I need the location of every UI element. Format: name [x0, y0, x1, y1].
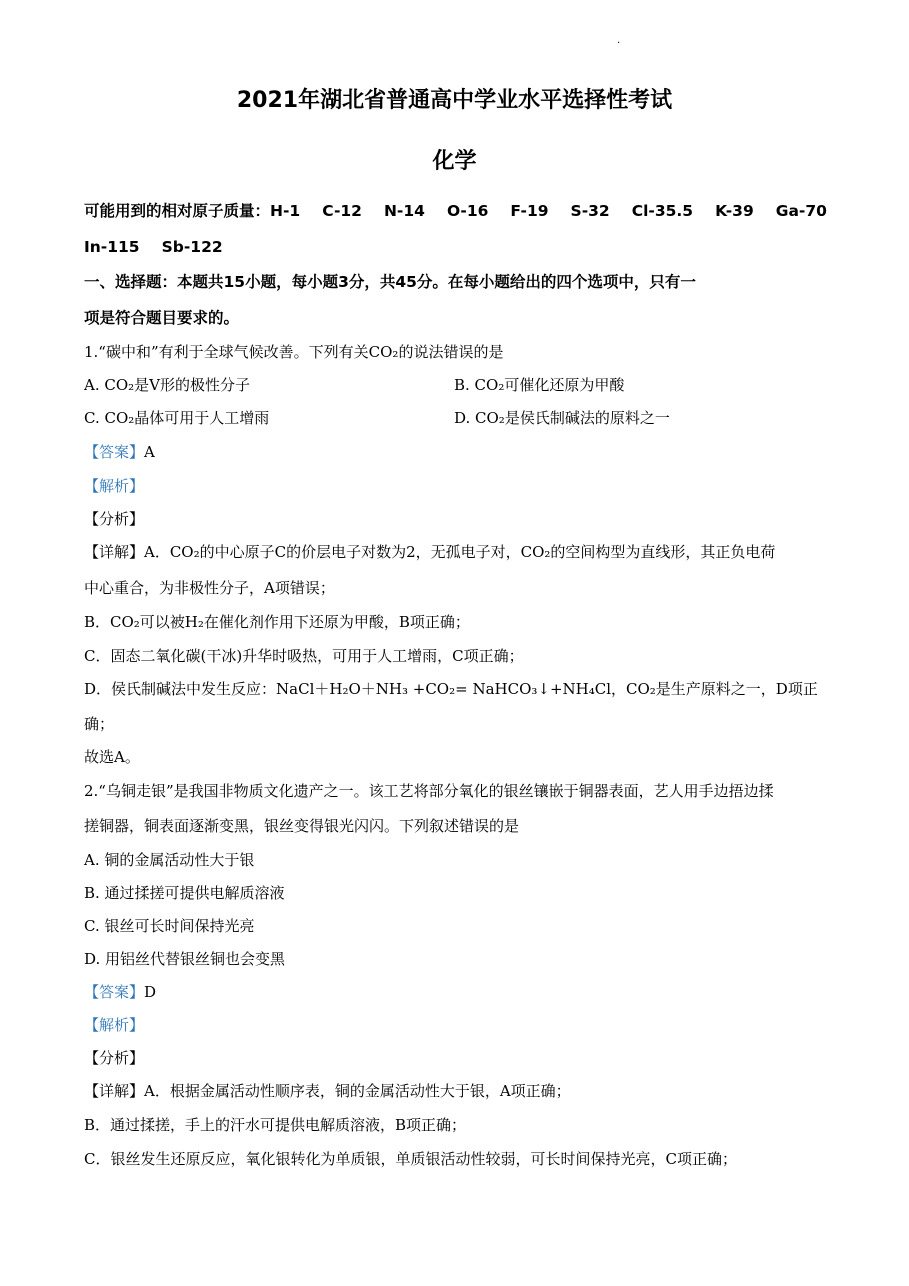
header-dot: . [617, 35, 621, 46]
q1-detail-a-line-2: 中心重合，为非极性分子，A项错误； [84, 579, 335, 597]
q1-analysis-tag: 【解析】 [84, 477, 145, 495]
mass-item: In-115 [84, 238, 140, 256]
q1-detail-d-line-1: D．侯氏制碱法中发生反应：NaCl＋H₂O＋NH₃ +CO₂= NaHCO₃↓+NH₄Cl，CO₂是生产原料之一，D项正 [84, 680, 818, 698]
q2-option-a: A. 铜的金属活动性大于银 [84, 851, 255, 869]
q1-fenxi-tag: 【分析】 [84, 510, 145, 528]
q1-detail-a-line-1: 【详解】A．CO₂的中心原子C的价层电子对数为2，无孤电子对，CO₂的空间构型为直线形，其正负电荷 [84, 543, 776, 561]
q1-detail-c: C．固态二氧化碳(干冰)升华时吸热，可用于人工增雨，C项正确； [84, 647, 524, 665]
q1-option-a: A. CO₂是V形的极性分子 [84, 376, 250, 394]
q2-fenxi-tag: 【分析】 [84, 1049, 145, 1067]
answer-value: D [144, 983, 157, 1001]
atomic-masses-line-1 [84, 200, 827, 222]
q1-option-b: B. CO₂可催化还原为甲酸 [454, 376, 625, 394]
q2-option-d: D. 用铝丝代替银丝铜也会变黑 [84, 950, 286, 968]
q1-detail-d-line-2: 确； [84, 715, 115, 733]
section-heading-line-2: 项是符合题目要求的。 [84, 309, 240, 327]
answer-tag: 【答案】 [84, 983, 145, 1001]
answer-tag: 【答案】 [84, 443, 145, 461]
q2-answer [84, 981, 156, 1003]
q2-option-b: B. 通过揉搓可提供电解质溶液 [84, 884, 285, 902]
q1-conclusion: 故选A。 [84, 748, 140, 766]
exam-title: 2021年湖北省普通高中学业水平选择性考试 [236, 88, 673, 113]
q2-detail-c: C．银丝发生还原反应，氧化银转化为单质银，单质银活动性较弱，可长时间保持光亮，C项正确； [84, 1150, 737, 1168]
q2-stem-line-1: 2.“乌铜走银”是我国非物质文化遗产之一。该工艺将部分氧化的银丝镶嵌于铜器表面，艺人用手边捂边揉 [84, 782, 774, 800]
mass-item: Sb-122 [161, 238, 223, 256]
mass-item: S-32 [570, 202, 610, 220]
answer-value: A [144, 443, 155, 461]
q2-analysis-tag: 【解析】 [84, 1016, 145, 1034]
mass-item: C-12 [322, 202, 362, 220]
mass-item: H-1 [270, 202, 301, 220]
mass-item: O-16 [446, 202, 489, 220]
section-heading-line-1: 一、选择题：本题共15小题，每小题3分，共45分。在每小题给出的四个选项中，只有一 [84, 273, 696, 291]
q1-answer [84, 441, 155, 463]
q2-stem-line-2: 搓铜器，铜表面逐渐变黑，银丝变得银光闪闪。下列叙述错误的是 [84, 817, 520, 835]
subject-title: 化学 [432, 149, 477, 174]
q1-option-c: C. CO₂晶体可用于人工增雨 [84, 409, 270, 427]
atomic-masses-line-2 [84, 236, 245, 258]
mass-item: Ga-70 [775, 202, 827, 220]
q2-detail-b: B．通过揉搓，手上的汗水可提供电解质溶液，B项正确； [84, 1116, 467, 1134]
q1-detail-b: B．CO₂可以被H₂在催化剂作用下还原为甲酸，B项正确； [84, 613, 470, 631]
atomic-masses-label: 可能用到的相对原子质量： [84, 202, 271, 220]
mass-item: K-39 [715, 202, 754, 220]
q2-option-c: C. 银丝可长时间保持光亮 [84, 917, 255, 935]
mass-item: F-19 [510, 202, 549, 220]
q2-detail-a: 【详解】A．根据金属活动性顺序表，铜的金属活动性大于银，A项正确； [84, 1082, 571, 1100]
mass-item: N-14 [383, 202, 425, 220]
mass-item: Cl-35.5 [631, 202, 694, 220]
q1-option-d: D. CO₂是侯氏制碱法的原料之一 [454, 409, 670, 427]
q1-stem: 1.“碳中和”有利于全球气候改善。下列有关CO₂的说法错误的是 [84, 343, 504, 361]
